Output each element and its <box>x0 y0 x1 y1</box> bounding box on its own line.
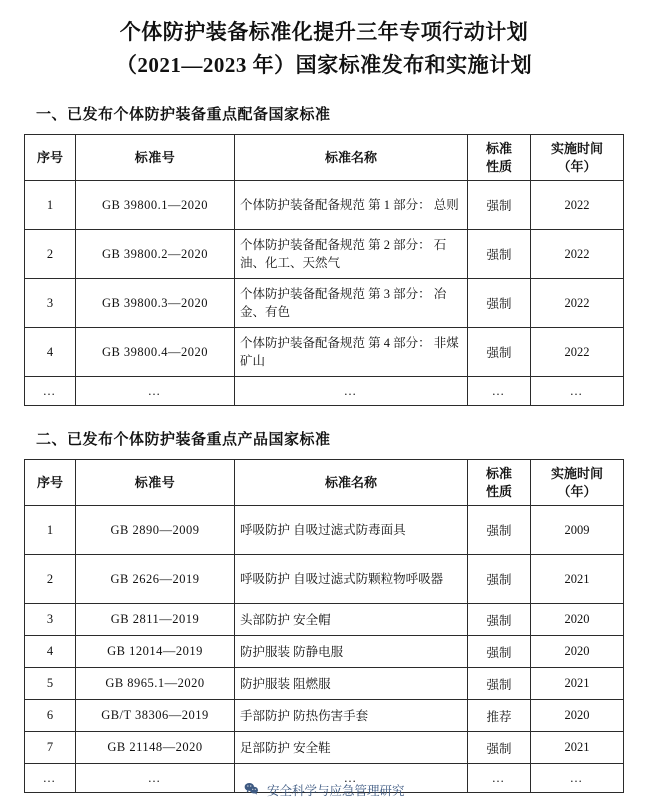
cell-ellipsis: … <box>25 377 76 406</box>
cell-num: 5 <box>25 668 76 700</box>
table-row <box>25 230 624 279</box>
cell-year: 2021 <box>531 668 624 700</box>
cell-name: 足部防护 安全鞋 <box>235 732 468 764</box>
column-header-nature <box>468 135 531 181</box>
cell-name: 个体防护装备配备规范 第 1 部分： 总则 <box>235 181 468 230</box>
table-row <box>25 181 624 230</box>
table-row <box>25 732 624 764</box>
column-header-nature-line1: 标准 <box>485 466 512 482</box>
column-header-name: 标准名称 <box>235 135 468 181</box>
cell-year: 2020 <box>531 604 624 636</box>
cell-num: 4 <box>25 636 76 668</box>
table-row <box>25 328 624 377</box>
cell-year: 2022 <box>531 181 624 230</box>
cell-ellipsis: … <box>235 377 468 406</box>
cell-num: 3 <box>25 604 76 636</box>
cell-code: GB 39800.4—2020 <box>76 328 235 377</box>
cell-nature: 强制 <box>468 279 531 328</box>
section-2-heading: 二、已发布个体防护装备重点产品国家标准 <box>36 432 331 449</box>
cell-nature: 强制 <box>468 506 531 555</box>
cell-num: 3 <box>25 279 76 328</box>
footer-account-name: 安全科学与应急管理研究 <box>266 784 405 798</box>
table-row <box>25 636 624 668</box>
wechat-icon <box>244 782 259 795</box>
column-header-name: 标准名称 <box>235 460 468 506</box>
cell-code: GB 39800.3—2020 <box>76 279 235 328</box>
cell-name: 个体防护装备配备规范 第 4 部分： 非煤矿山 <box>235 328 468 377</box>
cell-code: GB 21148—2020 <box>76 732 235 764</box>
column-header-nature-line2: 性质 <box>485 483 512 499</box>
table-header-row <box>25 460 624 506</box>
cell-code: GB 39800.1—2020 <box>76 181 235 230</box>
column-header-nature-line1: 标准 <box>485 141 512 157</box>
cell-ellipsis: … <box>25 764 76 793</box>
cell-num: 2 <box>25 555 76 604</box>
cell-year: 2020 <box>531 636 624 668</box>
title-line-2: （2021—2023 年）国家标准发布和实施计划 <box>115 52 533 77</box>
cell-year: 2020 <box>531 700 624 732</box>
column-header-year-line2: （年） <box>557 158 597 174</box>
cell-nature: 强制 <box>468 604 531 636</box>
footer-account[interactable] <box>0 781 648 799</box>
column-header-nature-line2: 性质 <box>485 158 512 174</box>
cell-ellipsis: … <box>235 764 468 793</box>
column-header-year-line1: 实施时间 <box>550 466 603 482</box>
column-header-year-line2: （年） <box>557 483 597 499</box>
table-row <box>25 604 624 636</box>
column-header-year <box>531 460 624 506</box>
column-header-year-line1: 实施时间 <box>550 141 603 157</box>
section-1-heading: 一、已发布个体防护装备重点配备国家标准 <box>36 107 331 124</box>
cell-name: 防护服装 阻燃服 <box>235 668 468 700</box>
column-header-code: 标准号 <box>76 460 235 506</box>
cell-num: 1 <box>25 506 76 555</box>
cell-year: 2022 <box>531 328 624 377</box>
cell-name: 头部防护 安全帽 <box>235 604 468 636</box>
cell-nature: 强制 <box>468 328 531 377</box>
cell-name: 手部防护 防热伤害手套 <box>235 700 468 732</box>
cell-num: 7 <box>25 732 76 764</box>
cell-code: GB 2811—2019 <box>76 604 235 636</box>
cell-num: 4 <box>25 328 76 377</box>
cell-nature: 强制 <box>468 732 531 764</box>
column-header-nature <box>468 460 531 506</box>
cell-code: GB 2890—2009 <box>76 506 235 555</box>
column-header-num: 序号 <box>25 460 76 506</box>
cell-ellipsis: … <box>468 377 531 406</box>
cell-ellipsis: … <box>76 377 235 406</box>
cell-name: 个体防护装备配备规范 第 2 部分： 石油、化工、天然气 <box>235 230 468 279</box>
table-row <box>25 279 624 328</box>
column-header-num: 序号 <box>25 135 76 181</box>
cell-name: 防护服装 防静电服 <box>235 636 468 668</box>
cell-nature: 强制 <box>468 636 531 668</box>
section-1-table <box>24 134 624 406</box>
cell-code: GB 12014—2019 <box>76 636 235 668</box>
cell-year: 2022 <box>531 230 624 279</box>
cell-code: GB/T 38306—2019 <box>76 700 235 732</box>
cell-nature: 强制 <box>468 555 531 604</box>
cell-year: 2021 <box>531 555 624 604</box>
cell-nature: 推荐 <box>468 700 531 732</box>
table-row <box>25 555 624 604</box>
column-header-year <box>531 135 624 181</box>
cell-ellipsis: … <box>531 764 624 793</box>
cell-code: GB 2626—2019 <box>76 555 235 604</box>
cell-num: 6 <box>25 700 76 732</box>
table-row <box>25 700 624 732</box>
cell-code: GB 8965.1—2020 <box>76 668 235 700</box>
cell-nature: 强制 <box>468 668 531 700</box>
cell-ellipsis: … <box>76 764 235 793</box>
cell-year: 2022 <box>531 279 624 328</box>
cell-name: 个体防护装备配备规范 第 3 部分： 冶金、有色 <box>235 279 468 328</box>
cell-num: 1 <box>25 181 76 230</box>
cell-name: 呼吸防护 自吸过滤式防颗粒物呼吸器 <box>235 555 468 604</box>
table-row-ellipsis <box>25 377 624 406</box>
section-2-table <box>24 459 624 793</box>
cell-ellipsis: … <box>531 377 624 406</box>
cell-nature: 强制 <box>468 230 531 279</box>
table-header-row <box>25 135 624 181</box>
title-line-1: 个体防护装备标准化提升三年专项行动计划 <box>119 20 529 44</box>
cell-ellipsis: … <box>468 764 531 793</box>
cell-name: 呼吸防护 自吸过滤式防毒面具 <box>235 506 468 555</box>
cell-nature: 强制 <box>468 181 531 230</box>
cell-year: 2009 <box>531 506 624 555</box>
table-row <box>25 506 624 555</box>
cell-code: GB 39800.2—2020 <box>76 230 235 279</box>
page-title <box>24 0 624 81</box>
cell-year: 2021 <box>531 732 624 764</box>
table-row <box>25 668 624 700</box>
cell-num: 2 <box>25 230 76 279</box>
column-header-code: 标准号 <box>76 135 235 181</box>
